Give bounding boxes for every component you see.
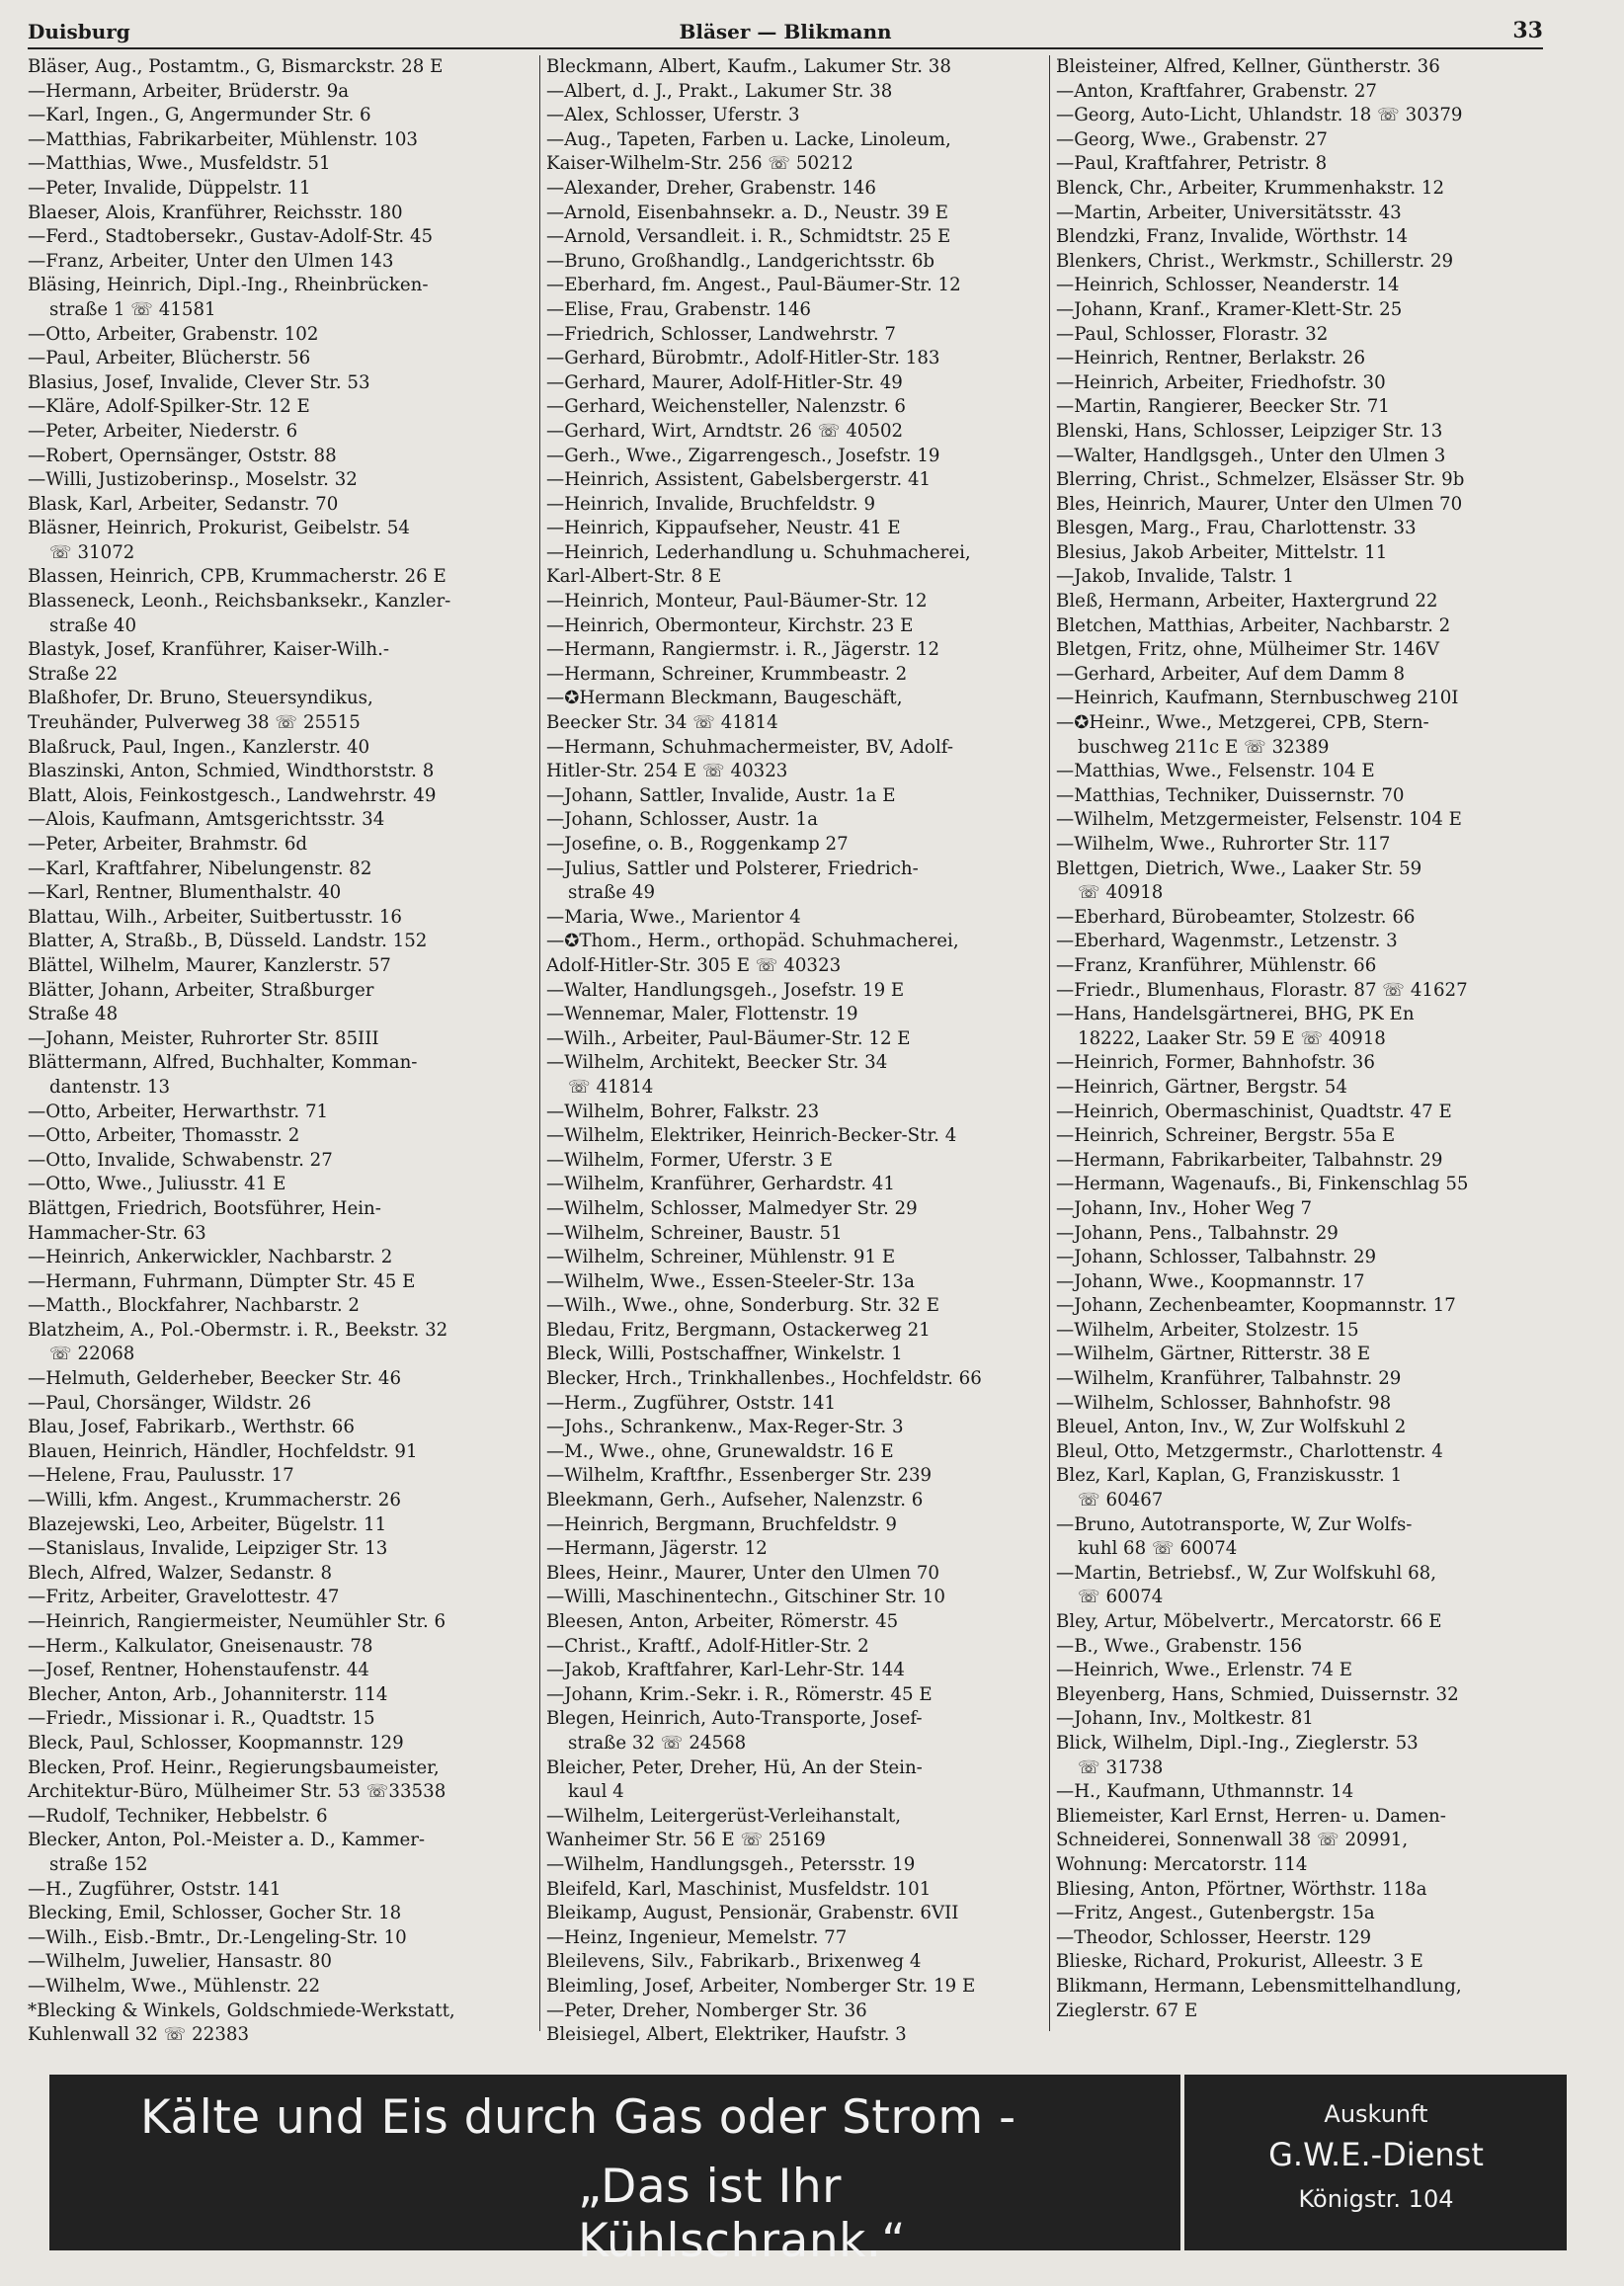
directory-entry-line: —Wilhelm, Handlungsgeh., Petersstr. 19 [546,1853,916,1875]
directory-column-2 [539,55,1040,2046]
directory-entry-line: Schneiderei, Sonnenwall 38 ☏ 20991, [1056,1830,1409,1851]
directory-entry-line: —Johann, Kranf., Kramer-Klett-Str. 25 [1056,298,1403,320]
directory-entry-line: —Willi, Justizoberinsp., Moselstr. 32 [28,469,358,491]
directory-entry-line: Blättermann, Alfred, Buchhalter, Komman- [28,1052,418,1074]
directory-entry-line: Bleilevens, Silv., Fabrikarb., Brixenweg 4 [546,1951,922,1973]
directory-entry-line: Bles, Heinrich, Maurer, Unter den Ulmen 70 [1056,493,1463,515]
directory-entry-line: —Otto, Wwe., Juliusstr. 41 E [28,1174,286,1195]
directory-column-1 [28,55,526,2046]
directory-entry-line: —Hermann, Fabrikarbeiter, Talbahnstr. 29 [1056,1149,1443,1171]
directory-entry-line: —Matthias, Wwe., Musfeldstr. 51 [28,153,331,175]
directory-entry-line: —Gerhard, Bürobmtr., Adolf-Hitler-Str. 183 [546,348,940,369]
directory-entry-line: —Arnold, Eisenbahnsekr. a. D., Neustr. 39 E [546,202,949,223]
directory-entry-line: —Heinrich, Monteur, Paul-Bäumer-Str. 12 [546,591,928,612]
directory-entry-line: —Otto, Arbeiter, Grabenstr. 102 [28,323,319,345]
directory-entry-line: —Karl, Rentner, Blumenthalstr. 40 [28,882,342,904]
directory-entry-line: Kuhlenwall 32 ☏ 22383 [28,2024,250,2046]
directory-entry-line: Blesgen, Marg., Frau, Charlottenstr. 33 [1056,518,1417,539]
directory-entry-line: —Johann, Pens., Talbahnstr. 29 [1056,1222,1339,1244]
directory-entry-line: —Hermann, Arbeiter, Brüderstr. 9a [28,80,350,102]
directory-entry-line: —Anton, Kraftfahrer, Grabenstr. 27 [1056,80,1377,102]
directory-entry-line: —Hermann, Jägerstr. 12 [546,1538,768,1560]
running-head-range: Bläser — Blikmann [679,20,892,43]
directory-entry-line: Bledau, Fritz, Bergmann, Ostackerweg 21 [546,1319,931,1341]
ad-main-panel [49,2075,1176,2268]
directory-entry-line: —Maria, Wwe., Marientor 4 [546,906,801,928]
directory-entry-line: Bläsner, Heinrich, Prokurist, Geibelstr. 54 [28,518,410,539]
directory-entry-line: ☏ 40918 [1078,882,1164,904]
directory-entry-line: Bleul, Otto, Metzgermstr., Charlottenstr. 4 [1056,1440,1443,1462]
directory-entry-line: —Wilhelm, Arbeiter, Stolzestr. 15 [1056,1319,1359,1341]
directory-entry-line: straße 40 [49,614,137,636]
directory-entry-line: —Wilhelm, Former, Uferstr. 3 E [546,1149,833,1171]
page-header [28,14,1543,49]
directory-entry-line: straße 32 ☏ 24568 [568,1732,747,1754]
directory-entry-line: —M., Wwe., ohne, Grunewaldstr. 16 E [546,1440,894,1462]
directory-entry-line: —Heinz, Ingenieur, Memelstr. 77 [546,1926,848,1948]
directory-entry-line: —Wilhelm, Wwe., Essen-Steeler-Str. 13a [546,1270,915,1292]
directory-entry-line: —Johann, Wwe., Koopmannstr. 17 [1056,1270,1365,1292]
ad-headline: Kälte und Eis durch Gas oder Strom - [140,2090,1016,2145]
directory-entry-line: —Martin, Betriebsf., W, Zur Wolfskuhl 68, [1056,1562,1437,1584]
directory-entry-line: —Walter, Handlgsgeh., Unter den Ulmen 3 [1056,445,1446,466]
directory-entry-line: Bläsing, Heinrich, Dipl.-Ing., Rheinbrücken- [28,275,429,296]
directory-entry-line: —Ferd., Stadtobersekr., Gustav-Adolf-Str. 45 [28,226,434,248]
directory-entry-line: —Heinrich, Obermonteur, Kirchstr. 23 E [546,614,914,636]
directory-entry-line: —Hermann, Schreiner, Krummbeastr. 2 [546,663,908,685]
directory-entry-line: Blauen, Heinrich, Händler, Hochfeldstr. 91 [28,1440,418,1462]
directory-entry-line: —Matth., Blockfahrer, Nachbarstr. 2 [28,1295,360,1317]
directory-entry-line: Bleckmann, Albert, Kaufm., Lakumer Str. 38 [546,56,951,77]
ad-slogan: „Das ist Ihr Kühlschrank.“ [578,2160,907,2268]
directory-entry-line: —Georg, Wwe., Grabenstr. 27 [1056,128,1328,150]
directory-entry-line: ☏ 31738 [1078,1756,1164,1778]
directory-entry-line: Karl-Albert-Str. 8 E [546,566,722,588]
directory-entry-line: —Paul, Arbeiter, Blücherstr. 56 [28,348,311,369]
directory-entry-line: Blecking, Emil, Schlosser, Gocher Str. 18 [28,1903,402,1924]
directory-entry-line: Blask, Karl, Arbeiter, Sedanstr. 70 [28,493,339,515]
directory-entry-line: kuhl 68 ☏ 60074 [1078,1538,1238,1560]
directory-entry-line: —Alois, Kaufmann, Amtsgerichtsstr. 34 [28,809,385,831]
directory-entry-line: —Julius, Sattler und Polsterer, Friedrich- [546,857,919,879]
directory-entry-line: Blendzki, Franz, Invalide, Wörthstr. 14 [1056,226,1409,248]
directory-entry-line: —Johann, Inv., Moltkestr. 81 [1056,1708,1314,1730]
directory-entry-line: Straße 22 [28,663,119,685]
directory-entry-line: Bleck, Willi, Postschaffner, Winkelstr. 1 [546,1344,903,1365]
directory-entry-line: —Otto, Arbeiter, Herwarthstr. 71 [28,1101,329,1122]
directory-entry-line: —Matthias, Wwe., Felsenstr. 104 E [1056,761,1375,782]
directory-entry-line: Bleisiegel, Albert, Elektriker, Haufstr. 3 [546,2024,907,2046]
directory-entry-line: —Johs., Schrankenw., Max-Reger-Str. 3 [546,1417,904,1438]
directory-entry-line: —Heinrich, Bergmann, Bruchfeldstr. 9 [546,1513,897,1535]
directory-entry-line: straße 152 [49,1853,148,1875]
directory-entry-line: —Heinrich, Schreiner, Bergstr. 55a E [1056,1125,1396,1147]
directory-entry-line: Treuhänder, Pulverweg 38 ☏ 25515 [28,712,361,734]
directory-entry-line: —Josefine, o. B., Roggenkamp 27 [546,834,849,855]
directory-entry-line: —Peter, Invalide, Düppelstr. 11 [28,177,311,199]
directory-entry-line: —Otto, Arbeiter, Thomasstr. 2 [28,1125,300,1147]
directory-entry-line: Blaßhofer, Dr. Bruno, Steuersyndikus, [28,688,373,709]
directory-entry-line: —Wilh., Arbeiter, Paul-Bäumer-Str. 12 E [546,1027,911,1049]
directory-entry-line: Bleifeld, Karl, Maschinist, Musfeldstr. 101 [546,1878,932,1900]
directory-entry-line: Bley, Artur, Möbelvertr., Mercatorstr. 66 E [1056,1611,1442,1632]
directory-entry-line: —Rudolf, Techniker, Hebbelstr. 6 [28,1805,328,1827]
directory-entry-line: —B., Wwe., Grabenstr. 156 [1056,1635,1303,1657]
directory-entry-line: —✪Heinr., Wwe., Metzgerei, CPB, Stern- [1056,712,1429,734]
directory-entry-line: —Hermann, Schuhmachermeister, BV, Adolf- [546,736,953,758]
directory-entry-line: Wohnung: Mercatorstr. 114 [1056,1853,1308,1875]
directory-entry-line: ☏ 60467 [1078,1490,1164,1511]
directory-entry-line: —Herm., Kalkulator, Gneisenaustr. 78 [28,1635,373,1657]
directory-entry-line: —Fritz, Arbeiter, Gravelottestr. 47 [28,1587,340,1608]
directory-entry-line: —Heinrich, Rentner, Berlakstr. 26 [1056,348,1366,369]
directory-entry-line: —H., Zugführer, Oststr. 141 [28,1878,282,1900]
directory-entry-line: Blecker, Hrch., Trinkhallenbes., Hochfeldstr. 66 [546,1368,982,1390]
directory-entry-line: —Eberhard, fm. Angest., Paul-Bäumer-Str. 12 [546,275,961,296]
directory-entry-line: Blazejewski, Leo, Arbeiter, Bügelstr. 11 [28,1513,387,1535]
directory-entry-line: —Johann, Meister, Ruhrorter Str. 85III [28,1027,379,1049]
directory-entry-line: straße 1 ☏ 41581 [49,298,216,320]
directory-entry-line: —Paul, Chorsänger, Wildstr. 26 [28,1392,312,1414]
directory-entry-line: —Friedrich, Schlosser, Landwehrstr. 7 [546,323,896,345]
directory-entry-line: —Paul, Kraftfahrer, Petristr. 8 [1056,153,1328,175]
directory-entry-line: —Hans, Handelsgärtnerei, BHG, PK En [1056,1004,1415,1025]
directory-entry-line: —Friedr., Missionar i. R., Quadtstr. 15 [28,1708,375,1730]
ad-side-label: Auskunft [1324,2100,1428,2128]
directory-entry-line: —Wilhelm, Gärtner, Ritterstr. 38 E [1056,1344,1371,1365]
directory-entry-line: —Aug., Tapeten, Farben u. Lacke, Linoleum, [546,128,951,150]
directory-entry-line: —Robert, Opernsänger, Oststr. 88 [28,445,337,466]
directory-entry-line: Blaßruck, Paul, Ingen., Kanzlerstr. 40 [28,736,370,758]
directory-entry-line: Blatter, A, Straßb., B, Düsseld. Landstr. 152 [28,931,428,952]
directory-entry-line: Blegen, Heinrich, Auto-Transporte, Josef- [546,1708,923,1730]
directory-entry-line: —Wilhelm, Schreiner, Baustr. 51 [546,1222,843,1244]
directory-entry-line: —Alexander, Dreher, Grabenstr. 146 [546,177,876,199]
directory-entry-line: —Heinrich, Rangiermeister, Neumühler Str. 6 [28,1611,447,1632]
directory-entry-line: —Karl, Kraftfahrer, Nibelungenstr. 82 [28,857,372,879]
directory-entry-line: kaul 4 [568,1781,624,1803]
directory-entry-line: —Wilhelm, Juwelier, Hansastr. 80 [28,1951,332,1973]
directory-entry-line: Adolf-Hitler-Str. 305 E ☏ 40323 [546,954,842,976]
directory-entry-line: buschweg 211c E ☏ 32389 [1078,736,1330,758]
directory-entry-line: *Blecking & Winkels, Goldschmiede-Werkstatt, [28,2000,455,2021]
directory-entry-line: Blenski, Hans, Schlosser, Leipziger Str. 13 [1056,420,1443,442]
directory-entry-line: —✪Hermann Bleckmann, Baugeschäft, [546,688,903,709]
directory-entry-line: Blassen, Heinrich, CPB, Krummacherstr. 26 E [28,566,447,588]
directory-entry-line: Blesius, Jakob Arbeiter, Mittelstr. 11 [1056,541,1388,563]
directory-entry-line: —Wilhelm, Schlosser, Bahnhofstr. 98 [1056,1392,1392,1414]
directory-entry-line: —Albert, d. J., Prakt., Lakumer Str. 38 [546,80,893,102]
directory-entry-line: Blatt, Alois, Feinkostgesch., Landwehrstr. 49 [28,784,437,806]
directory-entry-line: Blenkers, Christ., Werkmstr., Schillerstr. 29 [1056,250,1454,272]
directory-entry-line: Blättgen, Friedrich, Bootsführer, Hein- [28,1197,381,1219]
directory-entry-line: —Alex, Schlosser, Uferstr. 3 [546,105,800,126]
directory-entry-line: Blau, Josef, Fabrikarb., Werthstr. 66 [28,1417,355,1438]
directory-entry-line: Beecker Str. 34 ☏ 41814 [546,712,778,734]
directory-entry-line: Blasseneck, Leonh., Reichsbanksekr., Kanzler- [28,591,451,612]
directory-entry-line: —Johann, Sattler, Invalide, Austr. 1a E [546,784,896,806]
directory-entry-line: —Franz, Arbeiter, Unter den Ulmen 143 [28,250,394,272]
directory-entry-line: Blatzheim, A., Pol.-Obermstr. i. R., Beekstr. 32 [28,1319,448,1341]
directory-entry-line: —Johann, Schlosser, Talbahnstr. 29 [1056,1247,1377,1268]
directory-entry-line: —Gerh., Wwe., Zigarrengesch., Josefstr. 19 [546,445,940,466]
directory-entry-line: —Gerhard, Maurer, Adolf-Hitler-Str. 49 [546,371,903,393]
directory-entry-line: Hitler-Str. 254 E ☏ 40323 [546,761,788,782]
directory-entry-line: Blecken, Prof. Heinr., Regierungsbaumeister, [28,1756,440,1778]
directory-entry-line: —Hermann, Wagenaufs., Bi, Finkenschlag 55 [1056,1174,1469,1195]
ad-side-panel [1185,2075,1567,2250]
directory-entry-line: —Bruno, Großhandlg., Landgerichtsstr. 6b [546,250,935,272]
directory-entry-line: Blick, Wilhelm, Dipl.-Ing., Zieglerstr. 53 [1056,1732,1419,1754]
directory-entry-line: —H., Kaufmann, Uthmannstr. 14 [1056,1781,1354,1803]
directory-entry-line: —Johann, Inv., Hoher Weg 7 [1056,1197,1313,1219]
directory-entry-line: Architektur-Büro, Mülheimer Str. 53 ☏33538 [28,1781,447,1803]
ad-side-address: Königstr. 104 [1298,2185,1454,2213]
directory-entry-line: —Fritz, Angest., Gutenbergstr. 15a [1056,1903,1375,1924]
directory-entry-line: Blettgen, Dietrich, Wwe., Laaker Str. 59 [1056,857,1422,879]
directory-entry-line: —Martin, Arbeiter, Universitätsstr. 43 [1056,202,1402,223]
directory-entry-line: —Wilhelm, Wwe., Mühlenstr. 22 [28,1975,321,1997]
directory-entry-line: Kaiser-Wilhelm-Str. 256 ☏ 50212 [546,153,853,175]
directory-entry-line: Blech, Alfred, Walzer, Sedanstr. 8 [28,1562,333,1584]
directory-entry-line: Blieske, Richard, Prokurist, Alleestr. 3 E [1056,1951,1423,1973]
directory-entry-line: —Heinrich, Gärtner, Bergstr. 54 [1056,1076,1347,1098]
directory-entry-line: Blecher, Anton, Arb., Johanniterstr. 114 [28,1683,388,1705]
directory-entry-line: —Franz, Kranführer, Mühlenstr. 66 [1056,954,1377,976]
directory-entry-line: —Georg, Auto-Licht, Uhlandstr. 18 ☏ 30379 [1056,105,1463,126]
directory-entry-line: —Wilhelm, Kraftfhr., Essenberger Str. 239 [546,1465,933,1487]
directory-entry-line: Bleicher, Peter, Dreher, Hü, An der Stein- [546,1756,923,1778]
directory-entry-line: —Wilhelm, Schreiner, Mühlenstr. 91 E [546,1247,896,1268]
directory-entry-line: Bleikamp, August, Pensionär, Grabenstr. 6VII [546,1903,959,1924]
directory-entry-line: Blenck, Chr., Arbeiter, Krummenhakstr. 12 [1056,177,1445,199]
directory-entry-line: ☏ 22068 [49,1344,135,1365]
directory-entry-line: —Walter, Handlungsgeh., Josefstr. 19 E [546,979,905,1001]
directory-entry-line: —Heinrich, Schlosser, Neanderstr. 14 [1056,275,1400,296]
directory-entry-line: Blattau, Wilh., Arbeiter, Suitbertusstr. 16 [28,906,403,928]
directory-entry-line: Bletchen, Matthias, Arbeiter, Nachbarstr. 2 [1056,614,1451,636]
directory-entry-line: Bleimling, Josef, Arbeiter, Nomberger Str. 19 E [546,1975,976,1997]
directory-entry-line: 18222, Laaker Str. 59 E ☏ 40918 [1078,1027,1386,1049]
directory-entry-line: —Willi, kfm. Angest., Krummacherstr. 26 [28,1490,401,1511]
directory-entry-line: —Bruno, Autotransporte, W, Zur Wolfs- [1056,1513,1413,1535]
directory-entry-line: —Christ., Kraftf., Adolf-Hitler-Str. 2 [546,1635,869,1657]
directory-entry-line: —Wilhelm, Kranführer, Talbahnstr. 29 [1056,1368,1402,1390]
directory-entry-line: Bleekmann, Gerh., Aufseher, Nalenzstr. 6 [546,1490,924,1511]
directory-entry-line: —Hermann, Rangiermstr. i. R., Jägerstr. 12 [546,639,940,661]
directory-entry-line: —Eberhard, Wagenmstr., Letzenstr. 3 [1056,931,1398,952]
directory-entry-line: —Johann, Zechenbeamter, Koopmannstr. 17 [1056,1295,1456,1317]
directory-entry-line: —Heinrich, Wwe., Erlenstr. 74 E [1056,1660,1353,1681]
directory-entry-line: —Josef, Rentner, Hohenstaufenstr. 44 [28,1660,369,1681]
directory-entry-line: straße 49 [568,882,656,904]
directory-entry-line: —Wilhelm, Architekt, Beecker Str. 34 [546,1052,888,1074]
directory-entry-line: —Helene, Frau, Paulusstr. 17 [28,1465,294,1487]
directory-entry-line: —Paul, Schlosser, Florastr. 32 [1056,323,1329,345]
directory-entry-line: —Heinrich, Kaufmann, Sternbuschweg 210I [1056,688,1459,709]
directory-entry-line: Bliesing, Anton, Pförtner, Wörthstr. 118a [1056,1878,1427,1900]
directory-entry-line: Zieglerstr. 67 E [1056,2000,1198,2021]
directory-entry-line: Blätter, Johann, Arbeiter, Straßburger [28,979,374,1001]
directory-entry-line: —Heinrich, Assistent, Gabelsbergerstr. 41 [546,469,932,491]
directory-entry-line: —Heinrich, Kippaufseher, Neustr. 41 E [546,518,901,539]
directory-entry-line: Blastyk, Josef, Kranführer, Kaiser-Wilh.- [28,639,390,661]
directory-entry-line: —Heinrich, Ankerwickler, Nachbarstr. 2 [28,1247,393,1268]
advertisement-banner [49,2075,1567,2268]
directory-entry-line: Bletgen, Fritz, ohne, Mülheimer Str. 146V [1056,639,1440,661]
directory-entry-line: —Heinrich, Former, Bahnhofstr. 36 [1056,1052,1375,1074]
directory-entry-line: —Elise, Frau, Grabenstr. 146 [546,298,811,320]
directory-entry-line: —Wennemar, Maler, Flottenstr. 19 [546,1004,858,1025]
directory-entry-line: —Johann, Schlosser, Austr. 1a [546,809,818,831]
directory-entry-line: —Wilh., Eisb.-Bmtr., Dr.-Lengeling-Str. 10 [28,1926,407,1948]
directory-entry-line: —Friedr., Blumenhaus, Florastr. 87 ☏ 41627 [1056,979,1468,1001]
running-head-city: Duisburg [28,20,130,43]
directory-entry-line: —Gerhard, Arbeiter, Auf dem Damm 8 [1056,663,1406,685]
directory-entry-line: —Willi, Maschinentechn., Gitschiner Str. 10 [546,1587,945,1608]
directory-entry-line: —Heinrich, Invalide, Bruchfeldstr. 9 [546,493,876,515]
directory-entry-line: —Peter, Arbeiter, Brahmstr. 6d [28,834,308,855]
directory-entry-line: —Gerhard, Weichensteller, Nalenzstr. 6 [546,396,906,418]
directory-entry-line: —Helmuth, Gelderheber, Beecker Str. 46 [28,1368,402,1390]
directory-entry-line: Blecker, Anton, Pol.-Meister a. D., Kammer- [28,1830,426,1851]
ad-divider [1180,2075,1184,2250]
directory-entry-line: —Jakob, Invalide, Talstr. 1 [1056,566,1294,588]
directory-entry-line: Blasius, Josef, Invalide, Clever Str. 53 [28,371,370,393]
directory-entry-line: ☏ 41814 [568,1076,654,1098]
directory-entry-line: Bleisteiner, Alfred, Kellner, Güntherstr. 36 [1056,56,1440,77]
directory-entry-line: Blaeser, Alois, Kranführer, Reichsstr. 180 [28,202,403,223]
directory-entry-line: —Wilhelm, Schlosser, Malmedyer Str. 29 [546,1197,918,1219]
directory-entry-line: —Wilhelm, Metzgermeister, Felsenstr. 104 E [1056,809,1462,831]
directory-entry-line: —Wilh., Wwe., ohne, Sonderburg. Str. 32 E [546,1295,940,1317]
page-number: 33 [1512,18,1543,43]
directory-entry-line: —Eberhard, Bürobeamter, Stolzestr. 66 [1056,906,1416,928]
directory-entry-line: —Wilhelm, Elektriker, Heinrich-Becker-Str. 4 [546,1125,957,1147]
directory-entry-line: Blerring, Christ., Schmelzer, Elsässer Str. 9b [1056,469,1465,491]
directory-entry-line: Bleuel, Anton, Inv., W, Zur Wolfskuhl 2 [1056,1417,1407,1438]
directory-entry-line: —Martin, Rangierer, Beecker Str. 71 [1056,396,1390,418]
directory-entry-line: —Gerhard, Wirt, Arndtstr. 26 ☏ 40502 [546,420,904,442]
directory-entry-line: Bleesen, Anton, Arbeiter, Römerstr. 45 [546,1611,899,1632]
directory-entry-line: —Hermann, Fuhrmann, Dümpter Str. 45 E [28,1270,416,1292]
directory-entry-line: Bleyenberg, Hans, Schmied, Duissernstr. 32 [1056,1683,1459,1705]
directory-entry-line: —Stanislaus, Invalide, Leipziger Str. 13 [28,1538,388,1560]
directory-entry-line: Blaszinski, Anton, Schmied, Windthorststr. 8 [28,761,435,782]
directory-entry-line: Bleß, Hermann, Arbeiter, Haxtergrund 22 [1056,591,1438,612]
directory-entry-line: ☏ 60074 [1078,1587,1164,1608]
directory-entry-line: —Heinrich, Arbeiter, Friedhofstr. 30 [1056,371,1386,393]
directory-entry-line: —Heinrich, Obermaschinist, Quadtstr. 47 E [1056,1101,1452,1122]
directory-entry-line: —Jakob, Kraftfahrer, Karl-Lehr-Str. 144 [546,1660,905,1681]
directory-entry-line: Blikmann, Hermann, Lebensmittelhandlung, [1056,1975,1462,1997]
directory-entry-line: Bläser, Aug., Postamtm., G, Bismarckstr. 28 E [28,56,444,77]
directory-entry-line: Straße 48 [28,1004,119,1025]
directory-entry-line: —Karl, Ingen., G, Angermunder Str. 6 [28,105,371,126]
directory-entry-line: —Kläre, Adolf-Spilker-Str. 12 E [28,396,310,418]
directory-entry-line: —Herm., Zugführer, Oststr. 141 [546,1392,837,1414]
directory-entry-line: —Heinrich, Lederhandlung u. Schuhmacherei, [546,541,971,563]
directory-entry-line: —Peter, Dreher, Nomberger Str. 36 [546,2000,867,2021]
directory-column-3 [1049,55,1546,2031]
directory-entry-line: —Theodor, Schlosser, Heerstr. 129 [1056,1926,1372,1948]
directory-entry-line: —Arnold, Versandleit. i. R., Schmidtstr. 25 E [546,226,951,248]
directory-entry-line: —Wilhelm, Kranführer, Gerhardstr. 41 [546,1174,895,1195]
directory-entry-line: Hammacher-Str. 63 [28,1222,206,1244]
directory-entry-line: —Matthias, Fabrikarbeiter, Mühlenstr. 103 [28,128,418,150]
directory-entry-line: Blättel, Wilhelm, Maurer, Kanzlerstr. 57 [28,954,391,976]
directory-entry-line: —Matthias, Techniker, Duissernstr. 70 [1056,784,1405,806]
ad-side-name: G.W.E.-Dienst [1268,2136,1484,2173]
directory-entry-line: Blees, Heinr., Maurer, Unter den Ulmen 70 [546,1562,939,1584]
directory-entry-line: —Wilhelm, Wwe., Ruhrorter Str. 117 [1056,834,1391,855]
directory-entry-line: Wanheimer Str. 56 E ☏ 25169 [546,1830,826,1851]
directory-entry-line: Bleck, Paul, Schlosser, Koopmannstr. 129 [28,1732,404,1754]
directory-entry-line: —✪Thom., Herm., orthopäd. Schuhmacherei, [546,931,959,952]
directory-entry-line: ☏ 31072 [49,541,135,563]
directory-columns [28,55,1545,2046]
directory-entry-line: —Wilhelm, Bohrer, Falkstr. 23 [546,1101,820,1122]
directory-entry-line: —Otto, Invalide, Schwabenstr. 27 [28,1149,333,1171]
directory-entry-line: Blez, Karl, Kaplan, G, Franziskusstr. 1 [1056,1465,1403,1487]
directory-entry-line: —Johann, Krim.-Sekr. i. R., Römerstr. 45 E [546,1683,933,1705]
directory-entry-line: Bliemeister, Karl Ernst, Herren- u. Damen- [1056,1805,1446,1827]
directory-entry-line: dantenstr. 13 [49,1076,171,1098]
directory-entry-line: —Wilhelm, Leitergerüst-Verleihanstalt, [546,1805,901,1827]
directory-entry-line: —Peter, Arbeiter, Niederstr. 6 [28,420,298,442]
